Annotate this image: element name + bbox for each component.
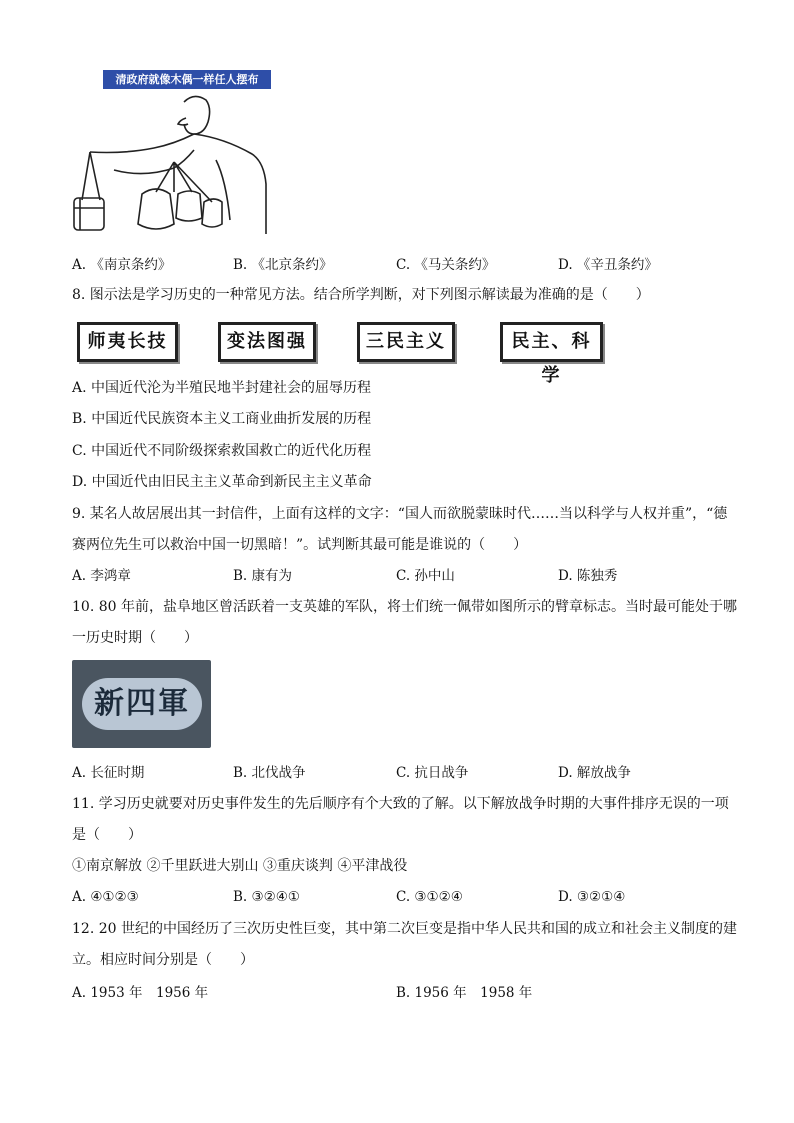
q11-stem-line1: 11. 学习历史就要对历史事件发生的先后顺序有个大致的了解。以下解放战争时期的大事件排序无误的一项	[72, 796, 729, 812]
q11-option-b: B. ③②④①	[233, 889, 300, 905]
q7-option-d: D. 《辛丑条约》	[558, 257, 658, 273]
q8-box-4: 民主、科学	[500, 322, 603, 362]
q8-option-b: B. 中国近代民族资本主义工商业曲折发展的历程	[72, 411, 372, 427]
q12-option-b: B. 1956 年 1958 年	[396, 985, 533, 1001]
q9-option-c: C. 孙中山	[396, 568, 455, 584]
armband-badge-image	[72, 660, 211, 748]
q11-option-c: C. ③①②④	[396, 889, 463, 905]
q9-option-b: B. 康有为	[233, 568, 293, 584]
q12-option-a: A. 1953 年 1956 年	[72, 985, 209, 1001]
q9-option-d: D. 陈独秀	[558, 568, 618, 584]
q7-option-a: A. 《南京条约》	[72, 257, 172, 273]
q10-option-c: C. 抗日战争	[396, 765, 469, 781]
q8-stem: 8. 图示法是学习历史的一种常见方法。结合所学判断，对下列图示解读最为准确的是（ ）	[72, 287, 650, 303]
armband-badge-text: 新四軍	[82, 678, 202, 730]
q10-stem-line2: 一历史时期（ ）	[72, 630, 198, 646]
q11-stem-line2: 是（ ）	[72, 827, 142, 843]
q10-option-b: B. 北伐战争	[233, 765, 306, 781]
q12-stem-line1: 12. 20 世纪的中国经历了三次历史性巨变，其中第二次巨变是指中华人民共和国的成立和社会主义制度的建	[72, 921, 737, 937]
q11-option-a: A. ④①②③	[72, 889, 139, 905]
q8-box-3: 三民主义	[357, 322, 455, 362]
q8-option-a: A. 中国近代沦为半殖民地半封建社会的屈辱历程	[72, 380, 372, 396]
q12-stem-line2: 立。相应时间分别是（ ）	[72, 952, 254, 968]
q8-box-1: 师夷长技	[77, 322, 178, 362]
puppet-cartoon-illustration	[66, 90, 278, 240]
q11-events: ①南京解放 ②千里跃进大别山 ③重庆谈判 ④平津战役	[72, 858, 408, 874]
q10-option-d: D. 解放战争	[558, 765, 631, 781]
q8-option-c: C. 中国近代不同阶级探索救国救亡的近代化历程	[72, 443, 372, 459]
cartoon-caption: 清政府就像木偶一样任人摆布	[103, 70, 271, 89]
q8-box-2: 变法图强	[218, 322, 316, 362]
q11-option-d: D. ③②①④	[558, 889, 626, 905]
q7-option-b: B. 《北京条约》	[233, 257, 333, 273]
q8-option-d: D. 中国近代由旧民主主义革命到新民主主义革命	[72, 474, 372, 490]
q10-stem-line1: 10. 80 年前，盐阜地区曾活跃着一支英雄的军队，将士们统一佩带如图所示的臂章标志。当时最可能处于哪	[72, 599, 737, 615]
q9-option-a: A. 李鸿章	[72, 568, 131, 584]
q10-option-a: A. 长征时期	[72, 765, 145, 781]
q9-stem-line1: 9. 某名人故居展出其一封信件，上面有这样的文字：“国人而欲脱蒙昧时代……当以科学与人权并重”，“德	[72, 506, 728, 522]
q9-stem-line2: 赛两位先生可以救治中国一切黑暗！”。试判断其最可能是谁说的（ ）	[72, 537, 528, 553]
q7-option-c: C. 《马关条约》	[396, 257, 496, 273]
